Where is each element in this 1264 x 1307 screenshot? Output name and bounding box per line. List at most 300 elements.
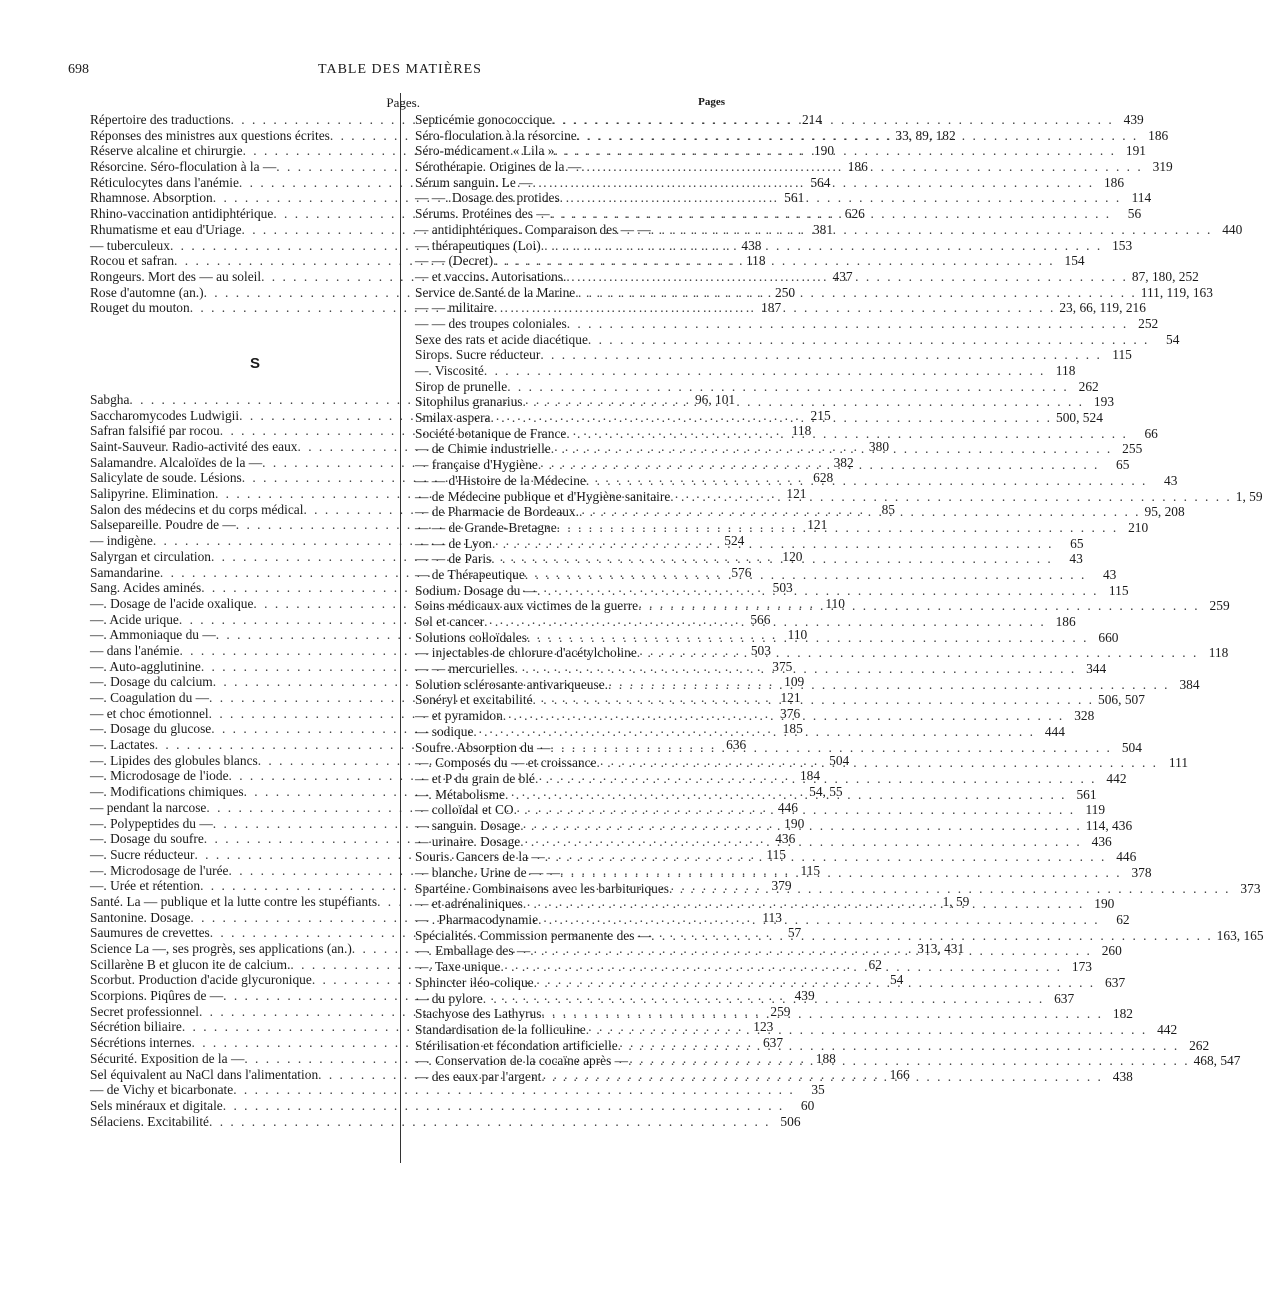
leader-dots (670, 489, 1232, 505)
entry-page-ref: 381 (812, 221, 834, 237)
entry-term: Saccharomycodes Ludwigii (90, 407, 240, 423)
entry-term: — colloïdal et CO (415, 802, 514, 818)
entry-term: Solution sclérosante antivariqueuse. (415, 676, 609, 692)
entry-term: —. Lipides des globules blancs (90, 752, 258, 768)
entry-page-ref: 468, 547 (1193, 1053, 1241, 1069)
entry-page-ref: 54, 55 (809, 784, 843, 800)
entry-page-ref: 190 (784, 815, 805, 831)
entry-page-ref: 57 (787, 925, 802, 941)
entry-term: Rocou et safran (90, 253, 175, 269)
leader-dots (523, 893, 1085, 912)
leader-dots (541, 238, 1103, 254)
entry-page-ref: 115 (800, 862, 821, 878)
leader-dots (567, 316, 1129, 332)
entry-page-ref: 439 (794, 988, 815, 1004)
entry-term: —. Microdosage de l'urée (90, 862, 229, 878)
entry-term: Sol et cancer (415, 614, 485, 629)
entry-page-ref: 637 (1054, 990, 1075, 1006)
entry-page-ref: 260 (1101, 943, 1122, 959)
entry-term: Samandarine (90, 564, 160, 580)
leader-dots (551, 441, 1113, 457)
entry-term: Réserve alcaline et chirurgie (90, 143, 243, 159)
entry-page-ref: 120 (782, 548, 803, 564)
entry-term: — — d'Histoire de la Médecine (415, 472, 586, 488)
entry-page-ref: 111 (1168, 755, 1189, 771)
entry-page-ref: 111, 119, 163 (1140, 284, 1213, 300)
section-letter-s: S (249, 354, 260, 372)
entry-term: —. Microdosage de l'iode (90, 768, 229, 784)
entry-term: Scorbut. Production d'acide glycuronique (90, 972, 312, 988)
entry-page-ref: 33, 89, 182 (895, 127, 956, 143)
entry-page-ref: 123 (753, 1019, 774, 1035)
entry-term: —. Urée et rétention (90, 878, 201, 894)
entry-page-ref: 115 (1108, 582, 1129, 598)
entry-page-ref: 65 (1070, 535, 1084, 551)
entry-page-ref: 503 (772, 580, 793, 596)
leader-dots (550, 740, 1112, 756)
entry-term: Séro-floculation à la résorcine (415, 127, 577, 143)
leader-dots (514, 799, 1076, 818)
leader-dots (581, 159, 1143, 175)
entry-page-ref: 444 (1044, 723, 1065, 739)
entry-term: — blanche. Urine de — — (415, 865, 561, 880)
entry-term: — de Vichy et bicarbonate (90, 1082, 234, 1098)
entry-page-ref: 56 (1127, 206, 1142, 222)
leader-dots (223, 1098, 785, 1114)
page-header (0, 62, 800, 82)
leader-dots (638, 595, 1200, 614)
page-number: 698 (68, 62, 89, 77)
entry-page-ref: 438 (741, 237, 762, 253)
leader-dots (533, 175, 1095, 191)
entry-page-ref: 54 (1166, 331, 1180, 347)
leader-dots (505, 787, 1067, 803)
entry-term: Réponses des ministres aux questions écrites (90, 127, 330, 143)
entry-term: — française d'Hygiène (415, 457, 538, 473)
entry-term: — des eaux par l'argent (415, 1068, 542, 1084)
entry-term: Spécialités. Commission permanente des — (415, 927, 652, 943)
entry-page-ref: 95, 208 (1144, 504, 1185, 520)
entry-term: —. Polypeptides du — (90, 815, 213, 831)
entry-page-ref: 121 (807, 517, 828, 533)
entry-term: Sirop de prunelle (415, 378, 508, 394)
entry-term: Rongeurs. Mort des — au soleil (90, 268, 262, 284)
entry-term: Santé. La — publique et la lutte contre les stupéfiants (90, 893, 378, 909)
leader-dots (566, 269, 1128, 285)
entry-page-ref: 439 (1123, 112, 1144, 127)
entry-page-ref: 54 (889, 972, 904, 988)
leader-dots (520, 834, 1082, 850)
leader-dots (493, 253, 1055, 269)
entry-page-ref: 121 (786, 486, 807, 502)
leader-dots (500, 956, 1062, 975)
entry-term: Sonéryl et excitabilité (415, 692, 533, 708)
entry-page-ref: 109 (784, 674, 805, 690)
entry-page-ref: 62 (868, 956, 882, 972)
entry-page-ref: 446 (1116, 849, 1137, 865)
entry-term: Sélaciens. Excitabilité (90, 1113, 209, 1129)
leader-dots (541, 1003, 1103, 1022)
entry-page-ref: 313, 431 (917, 941, 965, 956)
entry-term: — thérapeutiques (Loi) (415, 237, 541, 253)
entry-term: Résorcine. Séro-floculation à la — (90, 159, 277, 175)
entry-term: Sabgha (90, 391, 130, 407)
entry-page-ref: 262 (1078, 378, 1099, 394)
entry-page-ref: 43 (1069, 551, 1083, 567)
leader-dots (560, 190, 1122, 206)
leader-dots (491, 407, 1053, 426)
entry-term: Sirops. Sucre réducteur (415, 347, 541, 363)
entry-term: Sérums. Protéines des — (415, 206, 550, 222)
entry-term: Saumures de crevettes (90, 925, 210, 941)
entry-term: Stérilisation et fécondation artificielle (415, 1037, 618, 1053)
leader-dots (537, 583, 1099, 599)
entry-term: Scillarène B et glucon ite de calcium. (90, 956, 291, 972)
entry-term: Soins médicaux aux victimes de la guerre (415, 598, 639, 614)
leader-dots (575, 285, 1137, 301)
entry-page-ref: 186 (847, 159, 868, 175)
leader-dots (515, 658, 1077, 677)
entry-page-ref: 500, 524 (1056, 410, 1103, 426)
entry-page-ref: 384 (1179, 676, 1200, 692)
leader-dots (545, 846, 1107, 865)
entry-term: — urinaire. Dosage (415, 833, 521, 849)
entry-page-ref: 436 (1091, 833, 1112, 849)
entry-term: Safran falsifié par rocou (90, 423, 220, 439)
leader-dots (669, 881, 1231, 897)
entry-page-ref: 504 (1121, 739, 1142, 755)
entry-page-ref: 446 (777, 799, 798, 815)
entry-term: — — militaire (415, 300, 494, 316)
entry-term: Solutions colloïdales (415, 629, 527, 645)
index-entry (415, 363, 1076, 379)
entry-page-ref: 376 (780, 705, 801, 721)
leader-dots (534, 975, 1096, 991)
entry-page-ref: 186 (1055, 614, 1076, 629)
entry-page-ref: 153 (1112, 237, 1133, 253)
leader-dots (608, 677, 1170, 693)
entry-page-ref: 503 (750, 642, 771, 658)
index-entry (415, 394, 1115, 410)
entry-page-ref: 259 (1209, 598, 1230, 614)
entry-page-ref: 166 (889, 1066, 910, 1082)
leader-dots (586, 1022, 1148, 1038)
entry-page-ref: 60 (800, 1097, 815, 1113)
entry-page-ref: 382 (833, 454, 854, 470)
entry-page-ref: 118 (791, 423, 812, 439)
entry-page-ref: 378 (1131, 865, 1152, 880)
leader-dots (523, 391, 1085, 410)
entry-page-ref: 440 (1222, 221, 1243, 237)
entry-page-ref: 35 (811, 1082, 825, 1098)
entry-page-ref: 62 (1116, 912, 1130, 928)
entry-term: — de Chimie industrielle (415, 441, 551, 457)
leader-dots (577, 128, 1139, 144)
entry-page-ref: 506 (780, 1113, 801, 1129)
entry-page-ref: 215 (810, 407, 831, 423)
leader-dots (209, 1114, 771, 1130)
entry-page-ref: 118 (1055, 363, 1076, 378)
pages-label: Pages. (386, 95, 420, 110)
entry-page-ref: 210 (1128, 519, 1149, 535)
entry-page-ref: 96, 101 (694, 391, 736, 407)
entry-term: Santonine. Dosage (90, 909, 191, 925)
leader-dots (579, 501, 1141, 520)
entry-term: —. Composés du — et croissance (415, 755, 597, 771)
entry-page-ref: 191 (1125, 143, 1146, 159)
entry-term: — dans l'anémie (90, 642, 180, 658)
entry-page-ref: 442 (1157, 1021, 1178, 1037)
entry-page-ref: 113 (762, 909, 782, 925)
entry-term: — indigène (90, 533, 153, 549)
index-entry (415, 833, 1112, 850)
entry-term: —. Dosage du calcium (90, 674, 213, 690)
entry-page-ref: 185 (782, 721, 803, 737)
entry-term: —. Dosage du glucose (90, 721, 212, 737)
entry-term: Stachyose des Lathyrus (415, 1006, 542, 1022)
entry-term: Rose d'automne (an.) (90, 284, 204, 300)
leader-dots (533, 692, 1095, 708)
entry-term: — et P du grain de blé (415, 770, 535, 786)
entry-page-ref: 319 (1152, 159, 1173, 175)
entry-term: — . Pharmacodynamie (415, 912, 539, 928)
index-entry (415, 315, 1159, 332)
index-entry (415, 378, 1099, 395)
entry-term: — de Thérapeutique (415, 566, 525, 582)
entry-term: Spartéine. Combinaisons avec les barbituriques (415, 880, 669, 896)
leader-dots (618, 1038, 1180, 1054)
entry-page-ref: 1, 59 (1235, 488, 1263, 504)
entry-term: — —. Dosage des protides (415, 190, 560, 206)
entry-page-ref: 328 (1074, 708, 1095, 724)
entry-page-ref: 190 (813, 143, 835, 159)
entry-term: Répertoire des traductions (90, 112, 231, 127)
entry-page-ref: 43 (1164, 472, 1178, 488)
entry-term: — — de Lyon (415, 535, 492, 551)
entry-page-ref: 214 (801, 112, 823, 127)
pages-label-right: Pages (698, 96, 725, 108)
leader-dots (560, 862, 1122, 881)
entry-page-ref: 66 (1144, 425, 1158, 441)
entry-page-ref: 626 (844, 206, 865, 222)
entry-term: Sodium. Dosage du — (415, 582, 537, 598)
entry-term: Sécrétion biliaire (90, 1019, 182, 1035)
entry-term: —. Coagulation du — (90, 690, 210, 705)
entry-term: —. Métabolisme (415, 786, 506, 802)
entry-page-ref: 184 (799, 768, 821, 784)
entry-term: — et vaccins. Autorisations. (415, 268, 567, 284)
entry-page-ref: 561 (784, 190, 805, 206)
entry-term: Sexe des rats et acide diacétique (415, 331, 588, 347)
entry-page-ref: 65 (1116, 457, 1130, 473)
leader-dots (507, 379, 1069, 395)
entry-term: Sels minéraux et digitale (90, 1097, 223, 1113)
entry-term: — et adrénaliniques (415, 896, 523, 912)
entry-page-ref: 114 (1131, 190, 1152, 206)
entry-page-ref: 379 (771, 878, 792, 894)
entry-term: Salamandre. Alcaloïdes de la — (90, 454, 263, 470)
entry-term: Salicylate de soude. Lésions (90, 470, 242, 486)
entry-page-ref: 23, 66, 119, 216 (1059, 300, 1146, 316)
entry-page-ref: 344 (1086, 661, 1107, 677)
leader-dots (535, 771, 1097, 787)
leader-dots (586, 473, 1148, 489)
entry-page-ref: 188 (815, 1050, 836, 1066)
leader-dots (492, 536, 1054, 552)
entry-term: —. Ammoniaque du — (90, 627, 216, 643)
leader-dots (566, 426, 1128, 442)
entry-page-ref: 1, 59 (942, 893, 970, 909)
entry-term: —. Sucre réducteur (90, 846, 195, 862)
leader-dots (628, 1050, 1190, 1069)
entry-page-ref: 182 (1112, 1006, 1133, 1022)
entry-term: —. Conservation de la cocaïne après — (415, 1053, 629, 1069)
entry-term: Sphincter iléo-colique (415, 974, 534, 990)
entry-term: —. Taxe unique (415, 959, 501, 975)
page-title: TABLE DES MATIÈRES (318, 62, 482, 77)
entry-term: — — des troupes coloniales (415, 315, 567, 331)
entry-page-ref: 250 (775, 284, 796, 300)
leader-dots (588, 332, 1150, 348)
entry-term: —. Acide urique (90, 611, 179, 627)
entry-page-ref: 154 (1064, 253, 1085, 269)
entry-term: Septicémie gonococcique (415, 112, 553, 127)
entry-term: Science La —, ses progrès, ses applications (an.) (90, 941, 352, 956)
entry-term: Sérum sanguin. Le — (415, 174, 533, 190)
entry-page-ref: 524 (724, 533, 745, 549)
entry-term: — — (Decret) (415, 253, 494, 269)
entry-page-ref: 637 (762, 1035, 784, 1051)
leader-dots (597, 752, 1159, 771)
leader-dots (484, 363, 1046, 379)
entry-page-ref: 262 (1189, 1037, 1210, 1053)
entry-page-ref: 110 (825, 595, 845, 611)
entry-page-ref: 190 (1094, 896, 1115, 912)
entry-term: —. Emballage des — (415, 943, 531, 959)
entry-page-ref: 43 (1102, 566, 1117, 582)
entry-page-ref: 115 (1112, 347, 1132, 363)
entry-term: Salsepareille. Poudre de — (90, 517, 236, 533)
leader-dots (483, 991, 1045, 1007)
entry-term: Rhumatisme et eau d'Uriage (90, 221, 242, 237)
entry-term: —. Lactates (90, 737, 155, 753)
leader-dots (552, 112, 1114, 128)
entry-term: —. Modifications chimiques (90, 784, 244, 800)
leader-dots (527, 630, 1089, 646)
entry-term: — et choc émotionnel (90, 705, 209, 721)
entry-page-ref: 163, 165 (1216, 927, 1264, 943)
leader-dots (484, 611, 1046, 630)
entry-term: — sodique (415, 723, 474, 739)
entry-page-ref: 438 (1112, 1068, 1133, 1084)
leader-dots (494, 300, 1056, 316)
entry-page-ref: 85 (881, 501, 895, 517)
entry-page-ref: 561 (1076, 786, 1097, 802)
entry-page-ref: 110 (787, 627, 808, 643)
leader-dots (491, 548, 1053, 567)
entry-term: Standardisation de la folliculine (415, 1021, 586, 1037)
entry-page-ref: 436 (775, 831, 796, 847)
entry-term: —. Viscosité (415, 363, 484, 378)
entry-page-ref: 118 (745, 253, 766, 269)
entry-page-ref: 252 (1138, 315, 1159, 331)
entry-page-ref: 566 (750, 611, 771, 627)
entry-page-ref: 173 (1071, 959, 1092, 975)
entry-term: — — de Grande-Bretagne (415, 519, 557, 535)
entry-term: Sécurité. Exposition de la — (90, 1050, 245, 1066)
entry-term: — antidiphtériques. Comparaison des — — (415, 221, 651, 237)
index-entry (90, 1097, 815, 1114)
entry-page-ref: 187 (761, 300, 782, 316)
entry-term: Réticulocytes dans l'anémie (90, 174, 239, 190)
entry-page-ref: 118 (1208, 645, 1229, 661)
entry-term: Sang. Acides aminés (90, 580, 202, 596)
entry-page-ref: 193 (1093, 394, 1115, 410)
index-entry (90, 1082, 825, 1098)
entry-page-ref: 637 (1105, 974, 1126, 990)
entry-term: Service de Santé de la Marine (415, 284, 576, 300)
entry-term: Sel équivalent au NaCl dans l'alimentation (90, 1066, 319, 1082)
entry-page-ref: 115 (766, 846, 786, 862)
entry-page-ref: 119 (1085, 802, 1106, 818)
entry-term: — de Médecine publique et d'Hygiène sanitaire (415, 488, 671, 504)
leader-dots (541, 1066, 1103, 1085)
entry-page-ref: 437 (832, 268, 853, 284)
leader-dots (538, 454, 1100, 473)
entry-page-ref: 380 (868, 439, 890, 454)
entry-page-ref: 255 (1122, 441, 1143, 457)
entry-page-ref: 259 (770, 1003, 791, 1019)
entry-term: Souris. Cancers de la — (415, 849, 545, 865)
index-entry (415, 331, 1180, 348)
entry-page-ref: 87, 180, 252 (1131, 268, 1199, 284)
entry-page-ref: 506, 507 (1098, 692, 1145, 708)
leader-dots (651, 222, 1213, 238)
leader-dots (550, 206, 1112, 222)
entry-page-ref: 186 (1103, 174, 1125, 190)
entry-page-ref: 564 (810, 174, 831, 190)
entry-term: — — de Paris (415, 551, 492, 567)
entry-term: —. Auto-agglutinine (90, 658, 201, 674)
entry-page-ref: 636 (726, 737, 747, 753)
leader-dots (557, 520, 1119, 536)
entry-term: — pendant la narcose (90, 799, 207, 815)
entry-page-ref: 442 (1106, 770, 1127, 786)
entry-page-ref: 375 (772, 658, 793, 674)
entry-term: — du pylore (415, 990, 483, 1006)
entry-term: — de Pharmacie de Bordeaux. (415, 504, 579, 520)
entry-term: — injectables de chlorure d'acétylcholine (415, 645, 637, 661)
entry-term: Soufre. Absorption du — (415, 739, 551, 755)
leader-dots (651, 928, 1213, 944)
leader-dots (520, 815, 1082, 834)
entry-term: Société botanique de France (415, 425, 567, 441)
entry-term: —. Dosage du soufre (90, 831, 204, 847)
entry-page-ref: 576 (731, 564, 752, 580)
entry-page-ref: 660 (1098, 629, 1119, 645)
index-entry (415, 347, 1132, 363)
entry-term: Séro-médicament « Lila » (415, 143, 555, 159)
entry-term: Rouget du mouton (90, 300, 190, 316)
leader-dots (540, 347, 1102, 363)
leader-dots (530, 943, 1092, 959)
entry-term: — sanguin. Dosage (415, 817, 521, 833)
entry-term: Salon des médecins et du corps médical (90, 501, 304, 517)
entry-term: — tuberculeux (90, 237, 170, 253)
entry-page-ref: 121 (780, 690, 801, 705)
entry-term: Salyrgan et circulation (90, 548, 211, 564)
index-entry (90, 1113, 801, 1130)
